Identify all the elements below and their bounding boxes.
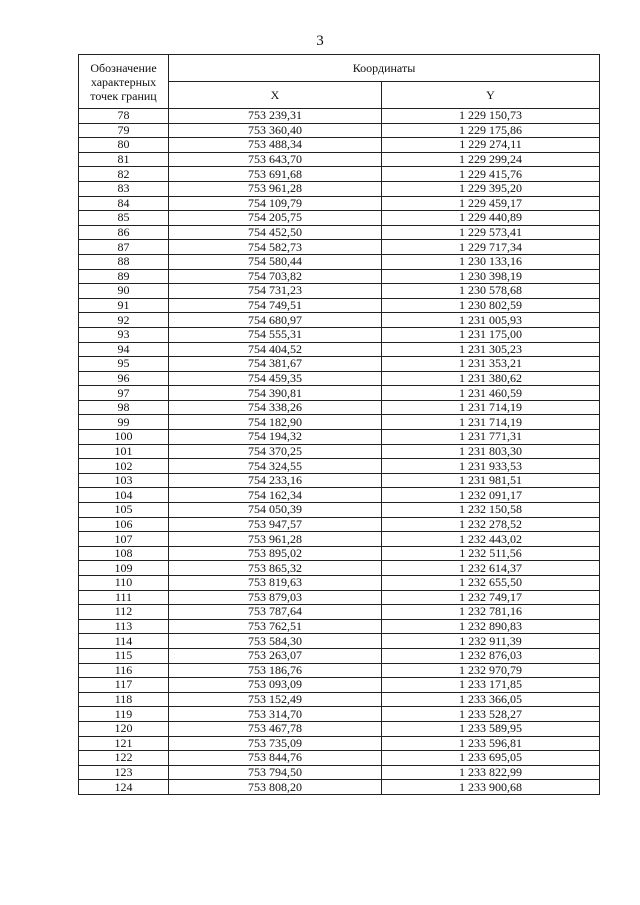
table-row: [79, 254, 600, 269]
y-coordinate-cell: 1 231 933,53: [382, 459, 600, 474]
table-row: [79, 313, 600, 328]
table-row: [79, 576, 600, 591]
table-header: [79, 55, 600, 109]
x-coordinate-cell: 753 093,09: [169, 678, 382, 693]
point-number-cell: 103: [79, 473, 169, 488]
x-coordinate-cell: 754 749,51: [169, 298, 382, 313]
table-row: [79, 327, 600, 342]
point-number-cell: 123: [79, 765, 169, 780]
table-row: [79, 342, 600, 357]
table-row: [79, 123, 600, 138]
point-number-cell: 111: [79, 590, 169, 605]
table-row: [79, 152, 600, 167]
x-coordinate-cell: 753 186,76: [169, 663, 382, 678]
point-number-cell: 89: [79, 269, 169, 284]
y-coordinate-cell: 1 232 655,50: [382, 576, 600, 591]
header-coordinates: Координаты: [169, 55, 600, 82]
y-coordinate-cell: 1 231 353,21: [382, 357, 600, 372]
point-number-cell: 104: [79, 488, 169, 503]
x-coordinate-cell: 754 194,32: [169, 430, 382, 445]
y-coordinate-cell: 1 232 749,17: [382, 590, 600, 605]
table-row: [79, 780, 600, 795]
table-row: [79, 546, 600, 561]
y-coordinate-cell: 1 229 440,89: [382, 211, 600, 226]
y-coordinate-cell: 1 233 589,95: [382, 721, 600, 736]
y-coordinate-cell: 1 231 981,51: [382, 473, 600, 488]
y-coordinate-cell: 1 230 578,68: [382, 284, 600, 299]
table-row: [79, 196, 600, 211]
y-coordinate-cell: 1 233 822,99: [382, 765, 600, 780]
table-row: [79, 269, 600, 284]
y-coordinate-cell: 1 231 305,23: [382, 342, 600, 357]
table-row: [79, 678, 600, 693]
x-coordinate-cell: 754 555,31: [169, 327, 382, 342]
point-number-cell: 101: [79, 444, 169, 459]
x-coordinate-cell: 754 452,50: [169, 225, 382, 240]
table-row: [79, 648, 600, 663]
y-coordinate-cell: 1 231 460,59: [382, 386, 600, 401]
y-coordinate-cell: 1 232 970,79: [382, 663, 600, 678]
y-coordinate-cell: 1 233 596,81: [382, 736, 600, 751]
y-coordinate-cell: 1 229 150,73: [382, 109, 600, 124]
table-row: [79, 503, 600, 518]
y-coordinate-cell: 1 230 398,19: [382, 269, 600, 284]
point-number-cell: 90: [79, 284, 169, 299]
point-number-cell: 114: [79, 634, 169, 649]
x-coordinate-cell: 754 205,75: [169, 211, 382, 226]
table-row: [79, 634, 600, 649]
table-row: [79, 109, 600, 124]
x-coordinate-cell: 753 895,02: [169, 546, 382, 561]
point-number-cell: 99: [79, 415, 169, 430]
y-coordinate-cell: 1 229 459,17: [382, 196, 600, 211]
point-number-cell: 82: [79, 167, 169, 182]
y-coordinate-cell: 1 232 278,52: [382, 517, 600, 532]
y-coordinate-cell: 1 231 714,19: [382, 415, 600, 430]
table-row: [79, 532, 600, 547]
y-coordinate-cell: 1 229 573,41: [382, 225, 600, 240]
table-row: [79, 386, 600, 401]
x-coordinate-cell: 754 680,97: [169, 313, 382, 328]
y-coordinate-cell: 1 230 133,16: [382, 254, 600, 269]
y-coordinate-cell: 1 233 528,27: [382, 707, 600, 722]
point-number-cell: 124: [79, 780, 169, 795]
x-coordinate-cell: 753 961,28: [169, 532, 382, 547]
point-number-cell: 92: [79, 313, 169, 328]
y-coordinate-cell: 1 229 274,11: [382, 138, 600, 153]
point-number-cell: 107: [79, 532, 169, 547]
point-number-cell: 117: [79, 678, 169, 693]
point-number-cell: 105: [79, 503, 169, 518]
table-row: [79, 415, 600, 430]
x-coordinate-cell: 753 735,09: [169, 736, 382, 751]
point-number-cell: 118: [79, 692, 169, 707]
x-coordinate-cell: 753 643,70: [169, 152, 382, 167]
table-row: [79, 430, 600, 445]
x-coordinate-cell: 754 731,23: [169, 284, 382, 299]
x-coordinate-cell: 754 182,90: [169, 415, 382, 430]
x-coordinate-cell: 753 819,63: [169, 576, 382, 591]
point-number-cell: 93: [79, 327, 169, 342]
x-coordinate-cell: 754 459,35: [169, 371, 382, 386]
x-coordinate-cell: 753 865,32: [169, 561, 382, 576]
x-coordinate-cell: 753 691,68: [169, 167, 382, 182]
point-number-cell: 113: [79, 619, 169, 634]
y-coordinate-cell: 1 229 175,86: [382, 123, 600, 138]
y-coordinate-cell: 1 231 175,00: [382, 327, 600, 342]
x-coordinate-cell: 753 360,40: [169, 123, 382, 138]
x-coordinate-cell: 753 467,78: [169, 721, 382, 736]
x-coordinate-cell: 754 324,55: [169, 459, 382, 474]
table-row: [79, 721, 600, 736]
point-number-cell: 98: [79, 400, 169, 415]
x-coordinate-cell: 753 762,51: [169, 619, 382, 634]
y-coordinate-cell: 1 229 395,20: [382, 181, 600, 196]
point-number-cell: 100: [79, 430, 169, 445]
y-coordinate-cell: 1 232 443,02: [382, 532, 600, 547]
table-row: [79, 240, 600, 255]
point-number-cell: 83: [79, 181, 169, 196]
y-coordinate-cell: 1 232 911,39: [382, 634, 600, 649]
y-coordinate-cell: 1 231 380,62: [382, 371, 600, 386]
table-row: [79, 473, 600, 488]
x-coordinate-cell: 753 239,31: [169, 109, 382, 124]
x-coordinate-cell: 753 844,76: [169, 751, 382, 766]
point-number-cell: 96: [79, 371, 169, 386]
y-coordinate-cell: 1 233 366,05: [382, 692, 600, 707]
x-coordinate-cell: 754 580,44: [169, 254, 382, 269]
y-coordinate-cell: 1 233 695,05: [382, 751, 600, 766]
point-number-cell: 110: [79, 576, 169, 591]
header-x: X: [169, 82, 382, 109]
x-coordinate-cell: 753 794,50: [169, 765, 382, 780]
table-body: [79, 109, 600, 795]
y-coordinate-cell: 1 231 803,30: [382, 444, 600, 459]
table-row: [79, 590, 600, 605]
table-row: [79, 663, 600, 678]
x-coordinate-cell: 754 338,26: [169, 400, 382, 415]
point-number-cell: 79: [79, 123, 169, 138]
table-row: [79, 692, 600, 707]
point-number-cell: 115: [79, 648, 169, 663]
y-coordinate-cell: 1 233 900,68: [382, 780, 600, 795]
table-row: [79, 357, 600, 372]
x-coordinate-cell: 754 233,16: [169, 473, 382, 488]
x-coordinate-cell: 753 879,03: [169, 590, 382, 605]
x-coordinate-cell: 754 390,81: [169, 386, 382, 401]
point-number-cell: 81: [79, 152, 169, 167]
coordinates-table: [78, 54, 600, 795]
table-row: [79, 561, 600, 576]
point-number-cell: 121: [79, 736, 169, 751]
point-number-cell: 120: [79, 721, 169, 736]
table-row: [79, 371, 600, 386]
x-coordinate-cell: 753 263,07: [169, 648, 382, 663]
table-row: [79, 211, 600, 226]
point-number-cell: 106: [79, 517, 169, 532]
x-coordinate-cell: 753 787,64: [169, 605, 382, 620]
table-row: [79, 736, 600, 751]
y-coordinate-cell: 1 229 415,76: [382, 167, 600, 182]
table-row: [79, 284, 600, 299]
y-coordinate-cell: 1 232 890,83: [382, 619, 600, 634]
point-number-cell: 108: [79, 546, 169, 561]
point-number-cell: 112: [79, 605, 169, 620]
point-number-cell: 116: [79, 663, 169, 678]
point-number-cell: 85: [79, 211, 169, 226]
table-row: [79, 298, 600, 313]
point-number-cell: 109: [79, 561, 169, 576]
point-number-cell: 122: [79, 751, 169, 766]
x-coordinate-cell: 754 109,79: [169, 196, 382, 211]
y-coordinate-cell: 1 232 511,56: [382, 546, 600, 561]
table-row: [79, 225, 600, 240]
x-coordinate-cell: 754 162,34: [169, 488, 382, 503]
point-number-cell: 95: [79, 357, 169, 372]
table-row: [79, 138, 600, 153]
point-number-cell: 102: [79, 459, 169, 474]
x-coordinate-cell: 754 370,25: [169, 444, 382, 459]
y-coordinate-cell: 1 229 717,34: [382, 240, 600, 255]
y-coordinate-cell: 1 231 714,19: [382, 400, 600, 415]
table-row: [79, 751, 600, 766]
point-number-cell: 86: [79, 225, 169, 240]
y-coordinate-cell: 1 230 802,59: [382, 298, 600, 313]
point-number-cell: 84: [79, 196, 169, 211]
table-row: [79, 619, 600, 634]
x-coordinate-cell: 753 961,28: [169, 181, 382, 196]
y-coordinate-cell: 1 232 614,37: [382, 561, 600, 576]
table-row: [79, 400, 600, 415]
table-row: [79, 517, 600, 532]
y-coordinate-cell: 1 232 150,58: [382, 503, 600, 518]
table-row: [79, 181, 600, 196]
x-coordinate-cell: 754 582,73: [169, 240, 382, 255]
x-coordinate-cell: 754 404,52: [169, 342, 382, 357]
x-coordinate-cell: 754 703,82: [169, 269, 382, 284]
point-number-cell: 80: [79, 138, 169, 153]
x-coordinate-cell: 753 488,34: [169, 138, 382, 153]
table-row: [79, 765, 600, 780]
y-coordinate-cell: 1 233 171,85: [382, 678, 600, 693]
y-coordinate-cell: 1 229 299,24: [382, 152, 600, 167]
table-row: [79, 605, 600, 620]
header-row: [79, 55, 600, 82]
x-coordinate-cell: 753 808,20: [169, 780, 382, 795]
table-row: [79, 459, 600, 474]
table-row: [79, 488, 600, 503]
table-row: [79, 167, 600, 182]
x-coordinate-cell: 754 050,39: [169, 503, 382, 518]
point-number-cell: 94: [79, 342, 169, 357]
point-number-cell: 88: [79, 254, 169, 269]
table-row: [79, 444, 600, 459]
table-row: [79, 707, 600, 722]
x-coordinate-cell: 753 584,30: [169, 634, 382, 649]
point-number-cell: 78: [79, 109, 169, 124]
y-coordinate-cell: 1 231 771,31: [382, 430, 600, 445]
y-coordinate-cell: 1 232 781,16: [382, 605, 600, 620]
header-point-designation: Обозначение характерных точек границ: [79, 55, 169, 109]
x-coordinate-cell: 753 314,70: [169, 707, 382, 722]
point-number-cell: 91: [79, 298, 169, 313]
y-coordinate-cell: 1 232 091,17: [382, 488, 600, 503]
y-coordinate-cell: 1 231 005,93: [382, 313, 600, 328]
x-coordinate-cell: 754 381,67: [169, 357, 382, 372]
x-coordinate-cell: 753 947,57: [169, 517, 382, 532]
page-number: 3: [316, 33, 324, 49]
header-y: Y: [382, 82, 600, 109]
point-number-cell: 119: [79, 707, 169, 722]
point-number-cell: 87: [79, 240, 169, 255]
point-number-cell: 97: [79, 386, 169, 401]
y-coordinate-cell: 1 232 876,03: [382, 648, 600, 663]
x-coordinate-cell: 753 152,49: [169, 692, 382, 707]
